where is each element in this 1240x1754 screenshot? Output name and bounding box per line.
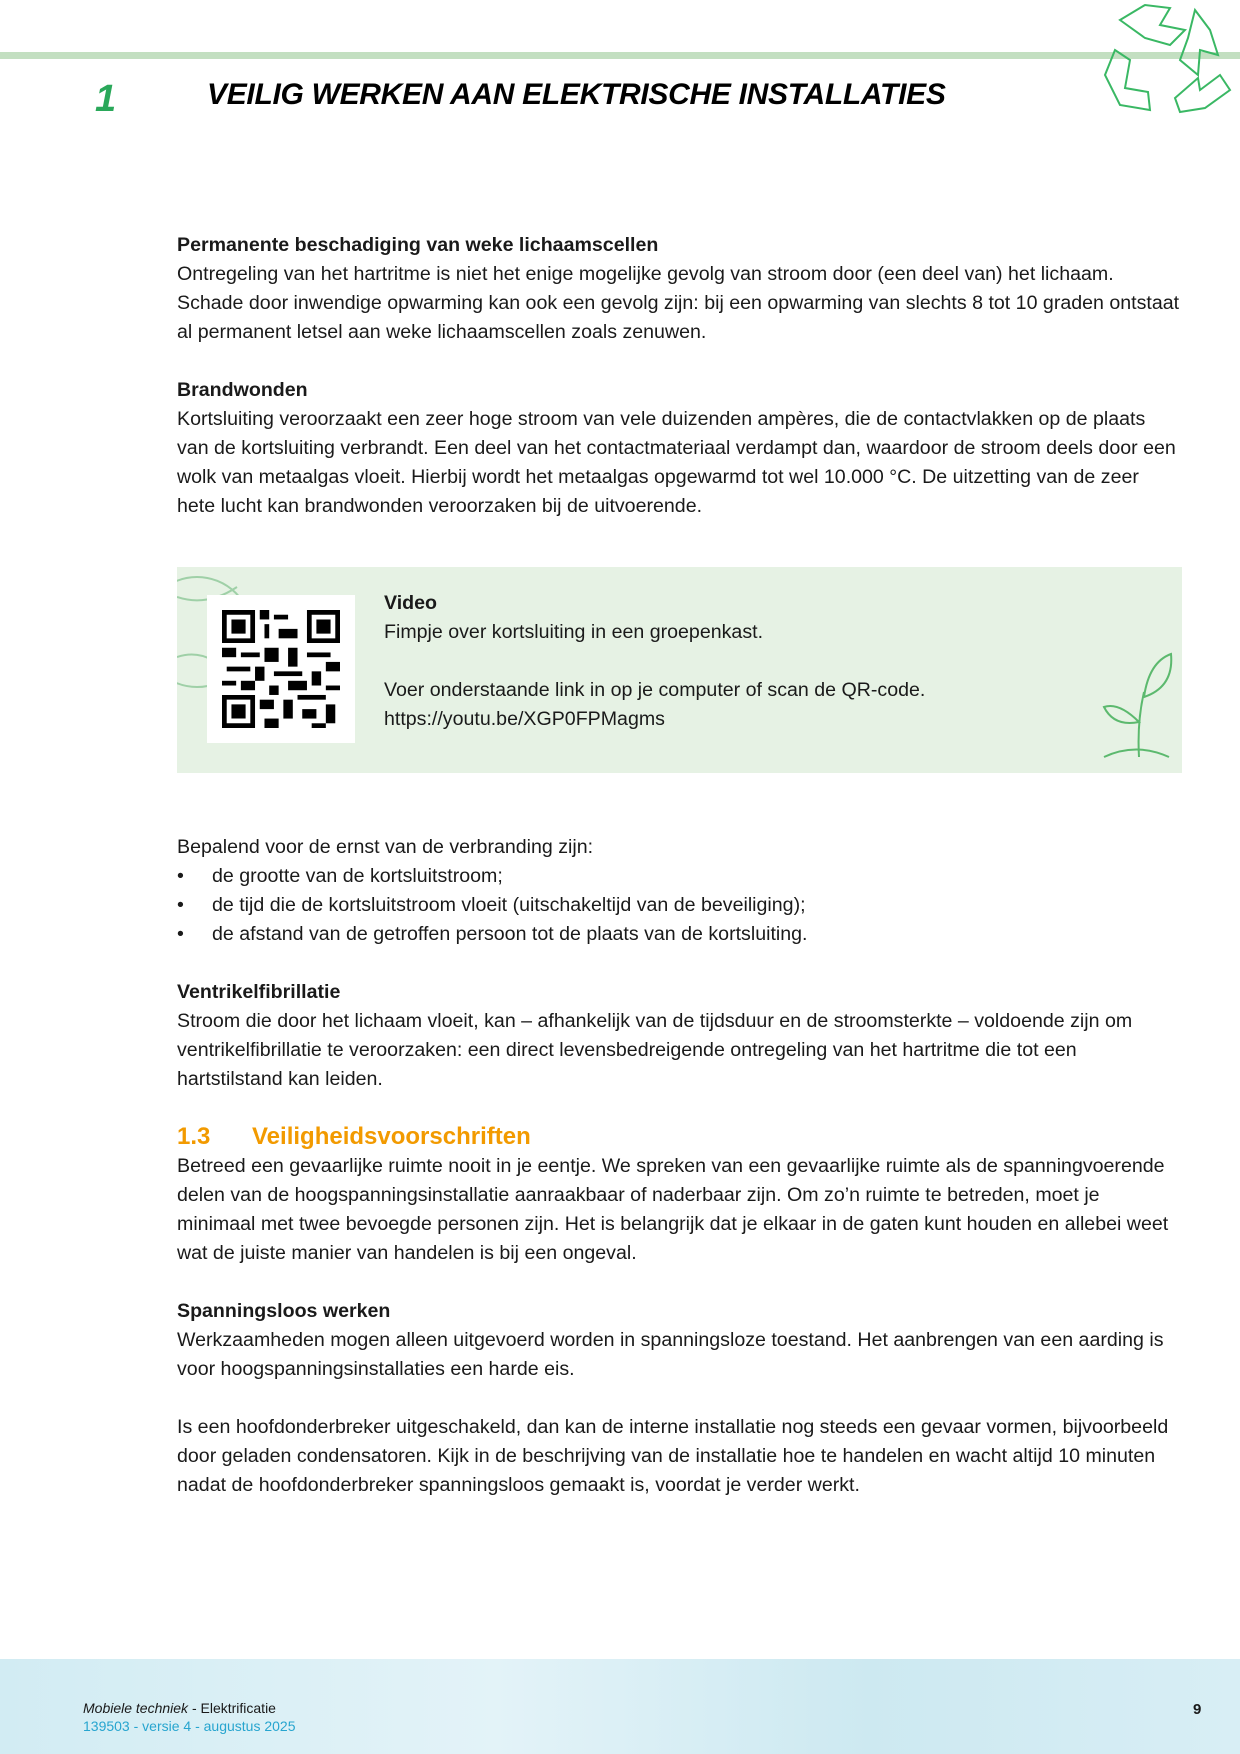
list-item: • de afstand van de getroffen persoon tot de plaats van de kortsluiting.: [177, 920, 1182, 949]
list-item: • de grootte van de kortsluitstroom;: [177, 862, 1182, 891]
paragraph: Is een hoofdonderbreker uitgeschakeld, dan kan de interne installatie nog steeds een gevaar vormen, bijvoorbeeld door geladen condensatoren. Kijk in de beschrijving van de installatie hoe te handelen en wacht altijd 10 minuten nadat de hoofdonderbreker spanningsloos gemaakt is, voordat je verder werkt.: [177, 1416, 1169, 1496]
section-title: Veiligheidsvoorschriften: [252, 1123, 531, 1150]
plant-icon: [1099, 652, 1174, 762]
footer-title: [83, 1700, 276, 1716]
video-link[interactable]: https://youtu.be/XGP0FPMagms: [384, 708, 665, 730]
list-item: • de tijd die de kortsluitstroom vloeit (uitschakeltijd van de beveiliging);: [177, 891, 1182, 920]
paragraph: Ontregeling van het hartritme is niet het enige mogelijke gevolg van stroom door (een deel van) het lichaam. Schade door inwendige opwarming kan ook een gevolg zijn: bij een opwarming van slechts 8 tot 10 graden ontstaat al permanent letsel aan weke lichaamscellen zoals zenuwen.: [177, 263, 1180, 343]
qr-code-icon: [222, 610, 340, 728]
bullet-list: [177, 862, 1182, 949]
page-number: 9: [1193, 1701, 1202, 1718]
header-rule: [0, 52, 1240, 59]
video-callout: [177, 567, 1182, 773]
paragraph: Werkzaamheden mogen alleen uitgevoerd worden in spanningsloze toestand. Het aanbrengen van een aarding is voor hoogspanningsinstallaties een harde eis.: [177, 1329, 1164, 1380]
footer-edition: 139503 - versie 4 - augustus 2025: [83, 1718, 296, 1734]
subheading: Permanente beschadiging van weke lichaamscellen: [177, 234, 659, 256]
page-content: [177, 231, 1182, 1500]
video-description: Fimpje over kortsluiting in een groepenkast.: [384, 621, 764, 643]
video-text: [384, 589, 925, 734]
chapter-number: 1: [95, 78, 117, 120]
paragraph: Stroom die door het lichaam vloeit, kan – afhankelijk van de tijdsduur en de stroomsterkte – voldoende zijn om ventrikelfibrillatie te veroorzaken: een direct levensbedreigende ontregeling van het hartritme die tot een hartstilstand kan leiden.: [177, 1010, 1133, 1090]
subheading: Spanningsloos werken: [177, 1300, 391, 1322]
video-instruction: Voer onderstaande link in op je computer of scan de QR-code.: [384, 679, 926, 701]
video-title: Video: [384, 592, 437, 614]
subheading: Brandwonden: [177, 379, 308, 401]
section-heading: [177, 1122, 1182, 1152]
qr-code[interactable]: [207, 595, 355, 743]
chapter-title: VEILIG WERKEN AAN ELEKTRISCHE INSTALLATIES: [207, 78, 946, 111]
subject: - Elektrificatie: [188, 1700, 276, 1716]
subheading: Ventrikelfibrillatie: [177, 981, 341, 1003]
section-number: 1.3: [177, 1123, 211, 1150]
paragraph: Betreed een gevaarlijke ruimte nooit in je eentje. We spreken van een gevaarlijke ruimte als de spanningvoerende delen van de hoogspanningsinstallatie aanraakbaar of naderbaar zijn. Om zo’n ruimte te betreden, moet je minimaal met twee bevoegde personen zijn. Het is belangrijk dat je elkaar in de gaten kunt houden en allebei weet wat de juiste manier van handelen is bij een ongeval.: [177, 1155, 1169, 1264]
recycle-icon: [1100, 0, 1240, 115]
paragraph: Kortsluiting veroorzaakt een zeer hoge stroom van vele duizenden ampères, die de contactvlakken op de plaats van de kortsluiting verbrandt. Een deel van het contactmateriaal verdampt dan, waardoor de stroom deels door een wolk van metaalgas vloeit. Hierbij wordt het metaalgas opgewarmd tot wel 10.000 °C. De uitzetting van de zeer hete lucht kan brandwonden veroorzaken bij de uitvoerende.: [177, 408, 1176, 517]
list-intro: Bepalend voor de ernst van de verbranding zijn:: [177, 836, 594, 858]
book-title: Mobiele techniek: [83, 1700, 189, 1716]
